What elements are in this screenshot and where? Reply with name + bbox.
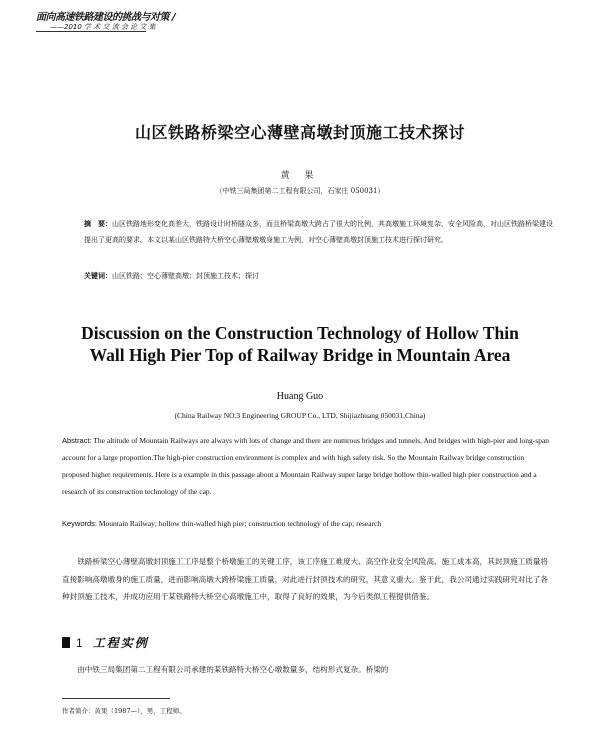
english-title-line-1: Discussion on the Construction Technology of Hollow Thin [81,323,519,343]
header-rule [36,31,146,32]
chinese-author: 黄 果 [280,171,320,181]
section-heading [62,634,149,651]
english-title-line-2: Wall High Pier Top of Railway Bridge in Mountain Area [89,345,511,365]
english-abstract [62,432,552,500]
body-paragraph: 由中铁三局集团第二工程有限公司承建的某铁路特大桥空心墩数量多，结构形式复杂。桥梁的 [77,665,389,674]
footnote-rule [62,698,170,699]
english-affiliation: (China Railway NO.3 Engineering GROUP Co., LTD, Shijiazhuang 050031,China) [174,411,426,420]
english-abstract-label: Abstract: [62,436,92,445]
english-keywords [62,519,552,528]
section-marker-square [62,637,70,648]
introduction-paragraph: 铁路桥梁空心薄壁高墩封顶施工工序是整个桥墩施工的关键工序，该工序施工难度大、高空作业安全风险高、施工成本高，其封顶施工质量将直接影响高墩墩身的施工质量，进而影响高墩大跨桥梁施工质量，对此进行封顶技术的研究，其意义重大。鉴于此，我公司通过实践研究对比了各种封顶施工技术，并成功应用于某铁路特大桥空心高墩施工中，取得了良好的效果，为今后类似工程提供借鉴。 [62,557,548,601]
running-header-subtitle: ——2010 学 术 交 流 会 论 文 集 [50,23,156,31]
chinese-abstract [84,216,554,248]
chinese-abstract-text: 山区铁路地形变化高差大，铁路设计时桥隧众多，而且桥梁高墩大跨占了很大的比例，其高墩施工环境复杂、安全风险高，对山区铁路桥梁建设提出了更高的要求。本文以某山区铁路特大桥空心薄壁墩墩身施工为例，对空心薄壁高墩封顶施工技术进行探讨研究。 [84,220,553,244]
chinese-keywords-text: 山区铁路；空心薄壁高墩；封顶施工技术；探讨 [112,272,259,280]
chinese-title: 山区铁路桥梁空心薄壁高墩封顶施工技术探讨 [134,123,465,142]
section-title: 工程实例 [92,636,149,650]
chinese-keywords-label: 关键词： [84,272,112,280]
chinese-keywords [84,268,554,284]
chinese-abstract-label: 摘 要： [84,220,112,228]
section-number: 1 [76,635,83,650]
chinese-affiliation: （中铁三局集团第二工程有限公司，石家庄 050031） [215,187,385,195]
english-author: Huang Guo [276,391,324,402]
running-header-title: 面向高速铁路建设的挑战与对策 / [36,12,176,23]
english-keywords-text: Mountain Railway; hollow thin-walled high pier; construction technology of the cap; research [97,519,382,528]
english-abstract-text: The altitude of Mountain Railways are always with lots of change and there are numrous bridges and tunnels. And bridges with high-pier and long-span account for a large proportion.The high-pier construction environment is complex and with high safety risk. So the Mountain Railway bridge construction proposed higher requirements. Here is a example in this passage about a Mountain Railway super large bridge hollow thin-walled high pier construction and a research of its construction technology of the cap. [62,436,550,496]
author-footnote: 作者简介：黄果（1987—），男，工程师。 [62,707,186,715]
english-title [0,322,600,366]
english-keywords-label: Keywords: [62,519,98,528]
